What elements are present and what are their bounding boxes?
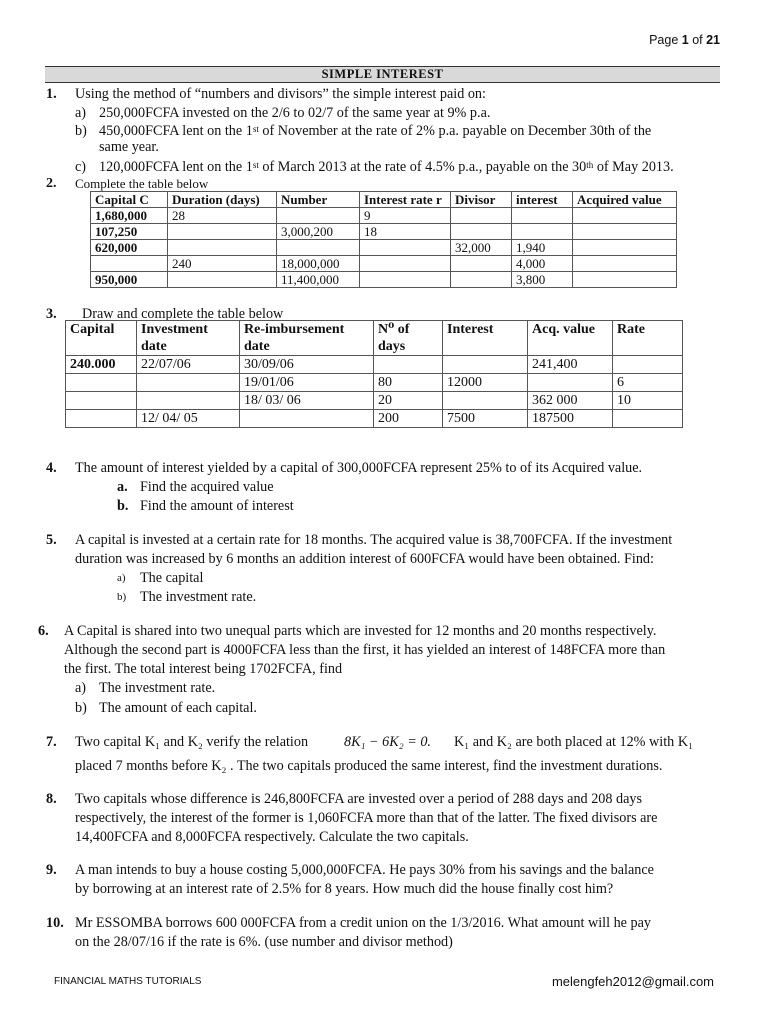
- table-cell: 20: [374, 392, 443, 410]
- col-investment-date: Investment date: [137, 321, 240, 356]
- table-cell: [137, 392, 240, 410]
- table-cell: 18: [360, 224, 451, 240]
- relation-equation: 8K₁ − 6K₂ = 0.: [344, 734, 431, 750]
- table-cell: [66, 392, 137, 410]
- table-row: [66, 374, 683, 392]
- table-cell: [451, 256, 512, 272]
- table-cell: [360, 256, 451, 272]
- table-cell: [573, 272, 677, 288]
- table-cell: [240, 410, 374, 428]
- table-row: [91, 272, 677, 288]
- table-cell: [374, 356, 443, 374]
- table-header-row: [91, 192, 677, 208]
- table-cell: [168, 224, 277, 240]
- section-title: SIMPLE INTEREST: [45, 66, 720, 83]
- col-divisor: Divisor: [451, 192, 512, 208]
- table-cell: [451, 272, 512, 288]
- col-acquired-value: Acquired value: [573, 192, 677, 208]
- table-cell: 362 000: [528, 392, 613, 410]
- table-cell: 1,940: [512, 240, 573, 256]
- col-number: Number: [277, 192, 360, 208]
- col-interest: Interest: [443, 321, 528, 356]
- col-acq-value: Acq. value: [528, 321, 613, 356]
- table-cell: 1,680,000: [91, 208, 168, 224]
- table-cell: [168, 272, 277, 288]
- table-cell: [443, 356, 528, 374]
- col-duration: Duration (days): [168, 192, 277, 208]
- table-cell: [137, 374, 240, 392]
- table-cell: 19/01/06: [240, 374, 374, 392]
- table-cell: 32,000: [451, 240, 512, 256]
- table-cell: [613, 356, 683, 374]
- table-cell: [443, 392, 528, 410]
- table-cell: [66, 374, 137, 392]
- table-cell: 241,400: [528, 356, 613, 374]
- table-row: [91, 224, 677, 240]
- table-cell: 22/07/06: [137, 356, 240, 374]
- table-cell: 12000: [443, 374, 528, 392]
- table-cell: [451, 224, 512, 240]
- table-cell: [91, 256, 168, 272]
- col-capital: Capital C: [91, 192, 168, 208]
- table-row: [91, 256, 677, 272]
- table-row: [66, 392, 683, 410]
- table-row: [66, 356, 683, 374]
- table-row: [91, 208, 677, 224]
- table-cell: [168, 240, 277, 256]
- table-cell: [277, 240, 360, 256]
- table-cell: 18,000,000: [277, 256, 360, 272]
- table-complete-interest: [90, 191, 677, 288]
- table-cell: [528, 374, 613, 392]
- table-cell: 240: [168, 256, 277, 272]
- col-reimbursement-date: Re-imbursement date: [240, 321, 374, 356]
- table-cell: 12/ 04/ 05: [137, 410, 240, 428]
- table-cell: 107,250: [91, 224, 168, 240]
- table-cell: 80: [374, 374, 443, 392]
- table-row: [91, 240, 677, 256]
- table-cell: 620,000: [91, 240, 168, 256]
- table-cell: [277, 208, 360, 224]
- table-draw-complete: [65, 320, 683, 428]
- table-cell: [512, 208, 573, 224]
- table-cell: 11,400,000: [277, 272, 360, 288]
- table-cell: 9: [360, 208, 451, 224]
- table-cell: [573, 224, 677, 240]
- table-cell: [512, 224, 573, 240]
- table-cell: [66, 410, 137, 428]
- table-cell: [451, 208, 512, 224]
- table-cell: 187500: [528, 410, 613, 428]
- table-cell: 30/09/06: [240, 356, 374, 374]
- col-capital: Capital: [66, 321, 137, 356]
- table-cell: 3,000,200: [277, 224, 360, 240]
- col-interest: interest: [512, 192, 573, 208]
- table-cell: 200: [374, 410, 443, 428]
- table-cell: [613, 410, 683, 428]
- page-indicator: Page 1 of 21: [649, 33, 720, 47]
- col-interest-rate: Interest rate r: [360, 192, 451, 208]
- table-cell: [573, 256, 677, 272]
- table-cell: [573, 240, 677, 256]
- table-cell: 28: [168, 208, 277, 224]
- table-cell: 18/ 03/ 06: [240, 392, 374, 410]
- table-cell: 240.000: [66, 356, 137, 374]
- footer-title: FINANCIAL MATHS TUTORIALS: [54, 976, 202, 987]
- table-header-row: [66, 321, 683, 356]
- col-num-days: N⁰ of days: [374, 321, 443, 356]
- table-cell: 3,800: [512, 272, 573, 288]
- table-cell: [360, 240, 451, 256]
- table-cell: 7500: [443, 410, 528, 428]
- table-cell: 4,000: [512, 256, 573, 272]
- table-cell: 950,000: [91, 272, 168, 288]
- table-cell: 10: [613, 392, 683, 410]
- footer-email: melengfeh2012@gmail.com: [551, 974, 714, 989]
- col-rate: Rate: [613, 321, 683, 356]
- table-row: [66, 410, 683, 428]
- table-cell: 6: [613, 374, 683, 392]
- table-cell: [573, 208, 677, 224]
- table-cell: [360, 272, 451, 288]
